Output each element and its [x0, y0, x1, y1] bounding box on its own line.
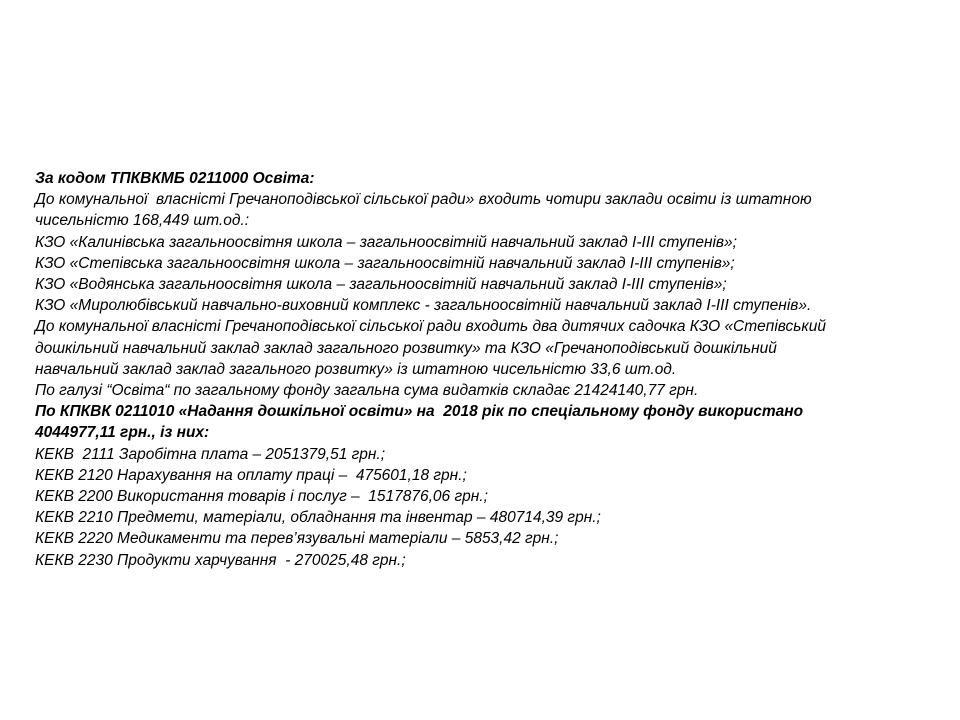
expense-item: КЕКВ 2230 Продукти харчування - 270025,48 грн.;	[35, 551, 406, 569]
section-heading-preschool: По КПКВК 0211010 «Надання дошкільної освіти» на 2018 рік по спеціальному фонду використано	[35, 403, 804, 421]
school-list-item: КЗО «Миролюбівський навчально-виховний комплекс - загальноосвітній навчальний заклад І-ІІІ ступенів».	[35, 297, 812, 315]
school-list-item: КЗО «Водянська загальноосвітня школа – загальноосвітній навчальний заклад І-ІІІ ступенів»;	[35, 276, 727, 294]
expense-item: КЕКВ 2210 Предмети, матеріали, обладнання та інвентар – 480714,39 грн.;	[35, 509, 601, 527]
expense-item: КЕКВ 2220 Медикаменти та перев’язувальні матеріали – 5853,42 грн.;	[35, 530, 559, 548]
expense-item: КЕКВ 2200 Використання товарів і послуг – 1517876,06 грн.;	[35, 488, 488, 506]
expense-item: КЕКВ 2120 Нарахування на оплату праці – 475601,18 грн.;	[35, 466, 467, 484]
text-line: дошкільний навчальний заклад заклад загального розвитку» та КЗО «Гречаноподівський дошкільний	[35, 339, 777, 357]
text-line: До комунальної власністі Гречаноподівської сільської ради входить два дитячих садочка КЗО «Степівський	[35, 318, 826, 336]
text-line: До комунальної власністі Гречаноподівської сільської ради» входить чотири заклади освіти із штатною	[35, 191, 812, 209]
document-body	[35, 168, 935, 571]
section-heading-preschool-total: 4044977,11 грн., із них:	[35, 424, 210, 442]
school-list-item: КЗО «Степівська загальноосвітня школа – загальноосвітній навчальний заклад І-ІІІ ступенів»;	[35, 254, 735, 272]
section-heading-education-code: За кодом ТПКВКМБ 0211000 Освіта:	[35, 170, 315, 187]
text-line: чисельністю 168,449 шт.од.:	[35, 212, 250, 230]
school-list-item: КЗО «Калинівська загальноосвітня школа – загальноосвітній навчальний заклад І-ІІІ ступенів»;	[35, 233, 737, 251]
text-line: навчальний заклад заклад загального розвитку» із штатною чисельністю 33,6 шт.од.	[35, 360, 677, 378]
expense-item: КЕКВ 2111 Заробітна плата – 2051379,51 грн.;	[35, 445, 386, 463]
text-line-total-expenses: По галузі “Освіта“ по загальному фонду загальна сума видатків складає 21424140,77 грн.	[35, 382, 699, 400]
